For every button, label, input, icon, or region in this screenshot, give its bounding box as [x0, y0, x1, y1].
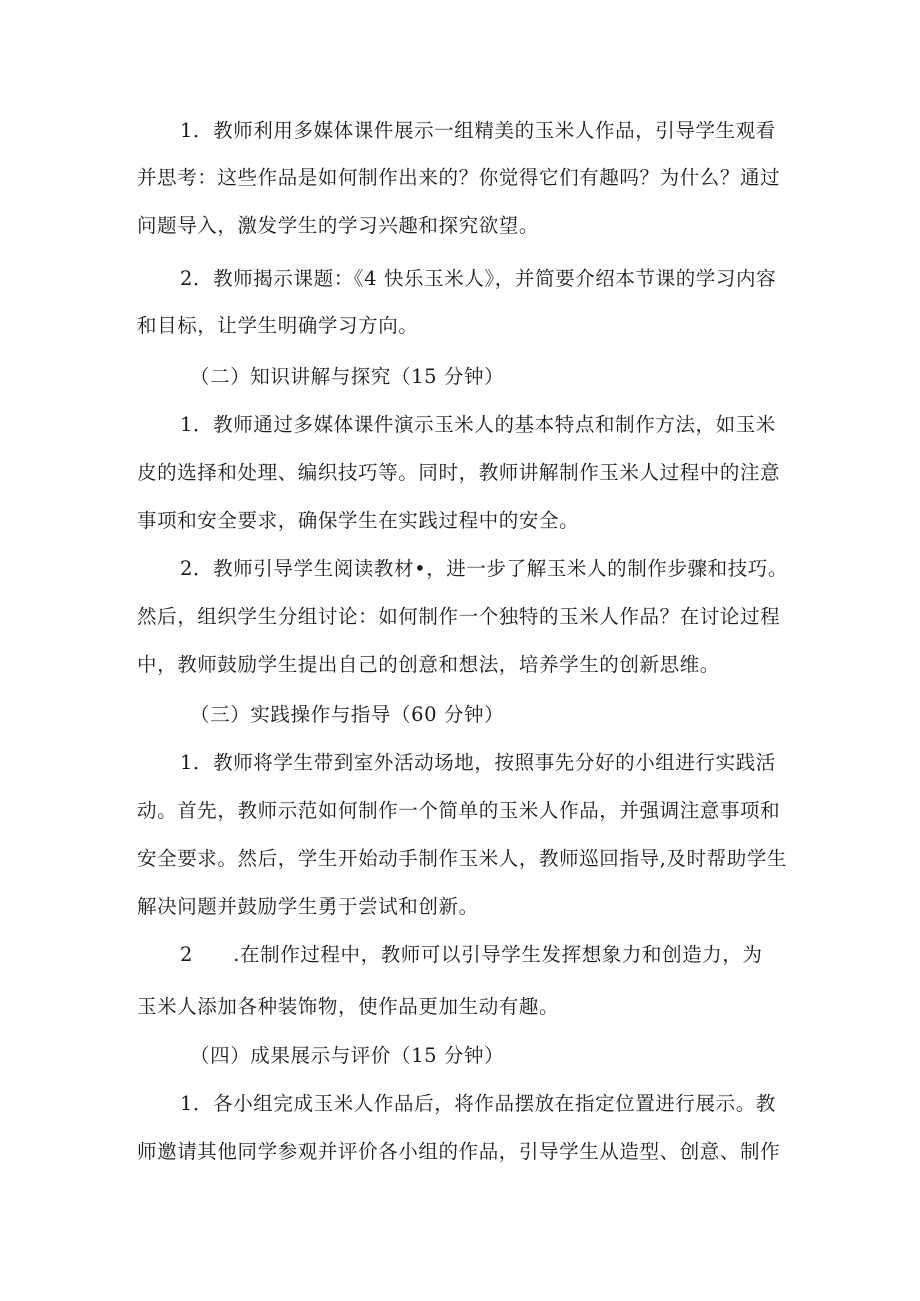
paragraph-line: 和目标，让学生明确学习方向。: [137, 314, 419, 337]
paragraph-line: 1．教师通过多媒体课件演示玉米人的基本特点和制作方法，如玉米: [180, 413, 776, 436]
paragraph-line: 问题导入，激发学生的学习兴趣和探究欲望。: [137, 214, 540, 237]
paragraph-line: 皮的选择和处理、编织技巧等。同时，教师讲解制作玉米人过程中的注意: [137, 461, 781, 484]
paragraph-line: 中，教师鼓励学生提出自己的创意和想法，培养学生的创新思维。: [137, 653, 720, 676]
paragraph-line: 1．教师利用多媒体课件展示一组精美的玉米人作品，引导学生观看: [180, 119, 776, 142]
paragraph-line: 2 .在制作过程中，教师可以引导学生发挥想象力和创造力，为: [180, 943, 763, 966]
section-heading: （二）知识讲解与探究（15 分钟）: [190, 365, 505, 388]
paragraph-line: 然后，组织学生分组讨论：如何制作一个独特的玉米人作品？在讨论过程: [137, 605, 781, 628]
section-heading: （四）成果展示与评价（15 分钟）: [190, 1044, 505, 1067]
paragraph-line: 并思考：这些作品是如何制作出来的？你觉得它们有趣吗？为什么？通过: [137, 166, 781, 189]
paragraph-line: 动。首先，教师示范如何制作一个简单的玉米人作品，并强调注意事项和: [137, 799, 781, 822]
paragraph-line: 事项和安全要求，确保学生在实践过程中的安全。: [137, 509, 580, 532]
paragraph-line: 1．教师将学生带到室外活动场地，按照事先分好的小组进行实践活: [180, 751, 776, 774]
paragraph-line: 2．教师揭示课题：《4 快乐玉米人》，并简要介绍本节课的学习内容: [180, 267, 777, 290]
paragraph-line: 安全要求。然后，学生开始动手制作玉米人，教师巡回指导,及时帮助学生: [137, 847, 787, 870]
paragraph-line: 师邀请其他同学参观并评价各小组的作品，引导学生从造型、创意、制作: [137, 1140, 781, 1163]
paragraph-line: 2．教师引导学生阅读教材•，进一步了解玉米人的制作步骤和技巧。: [180, 557, 789, 580]
paragraph-line: 1．各小组完成玉米人作品后，将作品摆放在指定位置进行展示。教: [180, 1092, 776, 1115]
section-heading: （三）实践操作与指导（60 分钟）: [190, 703, 505, 726]
paragraph-line: 解决问题并鼓励学生勇于尝试和创新。: [137, 895, 479, 918]
paragraph-line: 玉米人添加各种装饰物，使作品更加生动有趣。: [137, 995, 560, 1018]
